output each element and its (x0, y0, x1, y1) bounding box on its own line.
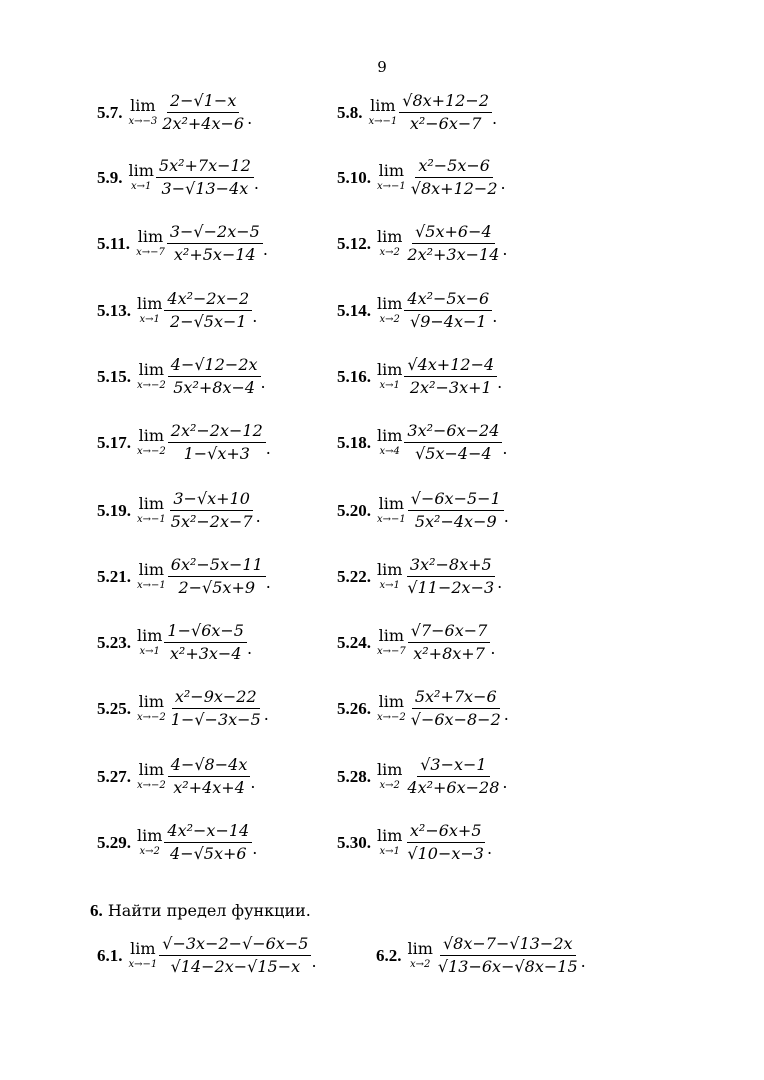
limit-operator (377, 762, 402, 791)
limit-subscript: x→2 (379, 247, 400, 259)
fraction-denominator: x²+4x+4 (173, 778, 245, 798)
limit-subscript: x→4 (379, 446, 400, 458)
lim-word: lim (138, 360, 165, 380)
problem-number: 5.28. (337, 766, 371, 786)
fraction-numerator: √3−x−1 (417, 756, 489, 777)
fraction (404, 356, 497, 398)
problem-number: 5.25. (97, 698, 131, 718)
lim-word: lim (378, 626, 405, 646)
limit-subscript: x→2 (379, 780, 400, 792)
period: . (486, 838, 493, 858)
fraction-denominator: x²+5x−14 (173, 245, 256, 265)
limit-subscript: x→−2 (137, 380, 166, 392)
fraction-denominator: 2x²+3x−14 (407, 245, 500, 265)
problem-number: 5.17. (97, 432, 131, 452)
problem-number: 5.22. (337, 566, 371, 586)
limit-subscript: x→−7 (377, 646, 406, 658)
period: . (502, 772, 508, 792)
limit-subscript: x→−1 (137, 580, 166, 592)
limit-operator (377, 296, 402, 325)
limit-operator (377, 828, 402, 857)
limit-subscript: x→1 (379, 846, 400, 858)
limit-operator (137, 628, 162, 657)
problem-number: 5.12. (337, 233, 371, 253)
fraction-denominator: 5x²−4x−9 (414, 512, 497, 532)
limit-subscript: x→−2 (137, 780, 166, 792)
limit-subscript: x→2 (410, 959, 431, 971)
problem-number: 5.23. (97, 632, 131, 652)
problem-number: 6.1. (97, 945, 123, 965)
lim-word: lim (377, 826, 403, 846)
fraction-denominator: √10−x−3 (407, 844, 484, 864)
problem-number: 5.8. (337, 102, 363, 122)
lim-word: lim (370, 96, 396, 116)
limit-subscript: x→1 (379, 580, 400, 592)
fraction-numerator: 3x²−8x+5 (407, 556, 495, 577)
fraction (168, 490, 256, 532)
fraction-denominator: √8x+12−2 (410, 179, 498, 199)
lim-word: lim (377, 227, 403, 247)
limit-operator (137, 828, 162, 857)
limit-subscript: x→−1 (128, 959, 158, 971)
fraction-numerator: x²−9x−22 (172, 688, 260, 709)
fraction-numerator: √−3x−2−√−6x−5 (159, 935, 311, 956)
fraction (167, 223, 263, 265)
lim-word: lim (377, 760, 403, 780)
fraction-numerator: 4−√8−4x (168, 756, 251, 777)
fraction-denominator: 5x²−2x−7 (170, 512, 253, 532)
period: . (502, 438, 508, 458)
period: . (497, 572, 503, 592)
fraction (399, 92, 492, 134)
period: . (265, 438, 271, 458)
problem-number: 5.24. (337, 632, 371, 652)
limit-problem (97, 356, 266, 398)
problem-number: 5.29. (97, 832, 131, 852)
period: . (247, 108, 253, 128)
lim-word: lim (377, 560, 403, 580)
limit-subscript: x→1 (131, 181, 152, 193)
limit-subscript: x→−7 (136, 247, 165, 259)
fraction-denominator: x²−6x−7 (409, 114, 482, 134)
limit-problem (97, 622, 252, 664)
problem-number: 5.11. (97, 233, 131, 253)
fraction (408, 490, 504, 532)
limit-problem (97, 822, 257, 864)
section-6-heading (90, 901, 311, 921)
section-6-number: 6. (90, 901, 103, 920)
fraction-denominator: 5x²+8x−4 (173, 378, 256, 398)
limit-subscript: x→1 (139, 314, 160, 326)
fraction (168, 556, 266, 598)
lim-word: lim (137, 227, 164, 247)
period: . (580, 951, 586, 971)
fraction-numerator: 3−√−2x−5 (167, 223, 263, 244)
fraction-denominator: √13−6x−√8x−15 (437, 957, 578, 977)
problem-number: 5.18. (337, 432, 371, 452)
limit-operator (137, 496, 166, 525)
lim-word: lim (138, 760, 165, 780)
fraction-denominator: x²+8x+7 (413, 644, 485, 664)
limit-subscript: x→−1 (137, 514, 166, 526)
fraction-denominator: 2−√5x−1 (170, 312, 247, 332)
limit-operator (129, 163, 154, 192)
limit-operator (377, 496, 406, 525)
period: . (311, 951, 317, 971)
limit-operator (377, 163, 406, 192)
period: . (262, 239, 268, 259)
limit-subscript: x→2 (379, 314, 400, 326)
fraction (159, 935, 311, 977)
problem-number: 6.2. (376, 945, 402, 965)
limit-subscript: x→−2 (377, 712, 406, 724)
limit-problem (337, 688, 509, 730)
limit-problem (97, 556, 271, 598)
limit-problem (97, 688, 269, 730)
limit-operator (137, 762, 166, 791)
period: . (250, 772, 256, 792)
lim-word: lim (407, 939, 433, 959)
period: . (265, 572, 271, 592)
fraction-numerator: 1−√6x−5 (164, 622, 247, 643)
problem-number: 5.26. (337, 698, 371, 718)
limit-subscript: x→−1 (377, 514, 406, 526)
problem-number: 5.15. (97, 366, 131, 386)
fraction-denominator: 2x²−3x+1 (409, 378, 492, 398)
limit-subscript: x→−1 (377, 181, 406, 193)
fraction-numerator: 4x²−5x−6 (404, 290, 492, 311)
lim-word: lim (138, 692, 165, 712)
fraction (404, 290, 492, 332)
page-number: 9 (377, 58, 387, 76)
period: . (502, 239, 508, 259)
fraction-denominator: 2x²+4x−6 (162, 114, 245, 134)
problem-number: 5.13. (97, 300, 131, 320)
fraction-numerator: 4x²−2x−2 (164, 290, 252, 311)
limit-problem (376, 935, 586, 977)
fraction-denominator: 4−√5x+6 (170, 844, 247, 864)
fraction (164, 622, 247, 664)
fraction (168, 688, 264, 730)
limit-problem (97, 157, 259, 199)
limit-problem (337, 822, 492, 864)
limit-operator (137, 428, 166, 457)
limit-operator (136, 229, 165, 258)
fraction-numerator: x²−6x+5 (407, 822, 485, 843)
fraction-denominator: 4x²+6x−28 (407, 778, 500, 798)
lim-word: lim (137, 826, 163, 846)
fraction (408, 157, 501, 199)
fraction (404, 756, 502, 798)
fraction-denominator: 3−√13−4x (161, 179, 249, 199)
limit-operator (377, 694, 406, 723)
problem-number: 5.30. (337, 832, 371, 852)
fraction-denominator: √5x−4−4 (415, 444, 492, 464)
fraction-numerator: 2−√1−x (167, 92, 239, 113)
limit-problem (337, 157, 506, 199)
lim-word: lim (377, 360, 403, 380)
fraction (408, 688, 504, 730)
limit-problem (97, 92, 252, 134)
limit-operator (377, 229, 402, 258)
fraction-numerator: √8x+12−2 (399, 92, 492, 113)
period: . (252, 306, 258, 326)
period: . (253, 173, 259, 193)
lim-word: lim (138, 426, 165, 446)
problem-number: 5.14. (337, 300, 371, 320)
fraction-numerator: √5x+6−4 (412, 223, 495, 244)
limit-problem (337, 92, 497, 134)
lim-word: lim (130, 96, 156, 116)
period: . (246, 638, 253, 658)
limit-problem (337, 556, 502, 598)
fraction-numerator: √8x−7−√13−2x (440, 935, 576, 956)
limit-problem (337, 422, 508, 464)
fraction-numerator: 6x²−5x−11 (168, 556, 266, 577)
fraction-numerator: 4x²−x−14 (164, 822, 252, 843)
limit-operator (377, 628, 406, 657)
fraction (156, 157, 254, 199)
fraction-denominator: √14−2x−√15−x (170, 957, 301, 977)
period: . (497, 372, 503, 392)
fraction-numerator: 2x²−2x−12 (168, 422, 266, 443)
limit-operator (137, 296, 162, 325)
limit-problem (97, 490, 261, 532)
limit-operator (377, 562, 402, 591)
fraction-numerator: √−6x−5−1 (408, 490, 504, 511)
lim-word: lim (377, 294, 403, 314)
lim-word: lim (138, 494, 165, 514)
limit-operator (129, 98, 158, 127)
fraction (404, 556, 497, 598)
lim-word: lim (137, 294, 163, 314)
lim-word: lim (378, 161, 405, 181)
fraction-numerator: 4−√12−2x (168, 356, 261, 377)
period: . (500, 173, 506, 193)
fraction (404, 223, 502, 265)
fraction (168, 422, 266, 464)
fraction-numerator: 3−√x+10 (170, 490, 253, 511)
fraction-denominator: 1−√−3x−5 (170, 710, 261, 730)
problem-number: 5.10. (337, 167, 371, 187)
fraction (164, 290, 252, 332)
limit-problem (97, 935, 317, 977)
period: . (252, 838, 258, 858)
section-6-title: Найти предел функции. (107, 901, 311, 920)
limit-subscript: x→1 (139, 646, 160, 658)
problem-number: 5.9. (97, 167, 123, 187)
limit-problem (337, 622, 495, 664)
period: . (260, 372, 266, 392)
fraction-denominator: 1−√x+3 (183, 444, 250, 464)
limit-subscript: x→−2 (137, 446, 166, 458)
limit-operator (408, 941, 433, 970)
limit-subscript: x→−2 (137, 712, 166, 724)
period: . (490, 638, 496, 658)
fraction (408, 622, 491, 664)
fraction-numerator: √7−6x−7 (408, 622, 491, 643)
limit-problem (97, 422, 271, 464)
fraction-numerator: 3x²−6x−24 (404, 422, 502, 443)
fraction-denominator: x²+3x−4 (169, 644, 242, 664)
limit-operator (369, 98, 398, 127)
period: . (492, 108, 498, 128)
lim-word: lim (138, 560, 165, 580)
fraction-denominator: 2−√5x+9 (178, 578, 256, 598)
problem-number: 5.19. (97, 500, 131, 520)
fraction-numerator: x²−5x−6 (415, 157, 493, 178)
limit-operator (137, 694, 166, 723)
problem-number: 5.16. (337, 366, 371, 386)
fraction (435, 935, 581, 977)
limit-problem (337, 223, 508, 265)
fraction (164, 822, 252, 864)
limit-problem (337, 356, 502, 398)
fraction (159, 92, 247, 134)
lim-word: lim (130, 939, 156, 959)
limit-operator (137, 362, 166, 391)
problem-number: 5.20. (337, 500, 371, 520)
period: . (503, 506, 509, 526)
limit-operator (137, 562, 166, 591)
problem-number: 5.21. (97, 566, 131, 586)
limit-problem (97, 290, 257, 332)
lim-word: lim (137, 626, 163, 646)
fraction (404, 422, 502, 464)
lim-word: lim (128, 161, 154, 181)
period: . (492, 306, 498, 326)
fraction (168, 356, 261, 398)
limit-problem (97, 756, 255, 798)
period: . (503, 704, 509, 724)
fraction (168, 756, 251, 798)
period: . (255, 506, 261, 526)
limit-problem (337, 490, 509, 532)
limit-operator (377, 428, 402, 457)
fraction-numerator: 5x²+7x−12 (156, 157, 254, 178)
lim-word: lim (378, 494, 405, 514)
lim-word: lim (377, 426, 403, 446)
limit-operator (129, 941, 158, 970)
fraction (404, 822, 487, 864)
fraction-numerator: √4x+12−4 (404, 356, 497, 377)
limit-subscript: x→−1 (368, 116, 398, 128)
limit-problem (97, 223, 268, 265)
limit-subscript: x→−3 (128, 116, 158, 128)
limit-operator (377, 362, 402, 391)
fraction-denominator: √9−4x−1 (410, 312, 487, 332)
problem-number: 5.27. (97, 766, 131, 786)
fraction-denominator: √11−2x−3 (407, 578, 495, 598)
fraction-numerator: 5x²+7x−6 (412, 688, 500, 709)
lim-word: lim (378, 692, 405, 712)
limit-subscript: x→1 (379, 380, 400, 392)
fraction-denominator: √−6x−8−2 (410, 710, 501, 730)
limit-problem (337, 290, 497, 332)
limit-subscript: x→2 (139, 846, 160, 858)
period: . (263, 704, 269, 724)
problem-number: 5.7. (97, 102, 123, 122)
limit-problem (337, 756, 508, 798)
